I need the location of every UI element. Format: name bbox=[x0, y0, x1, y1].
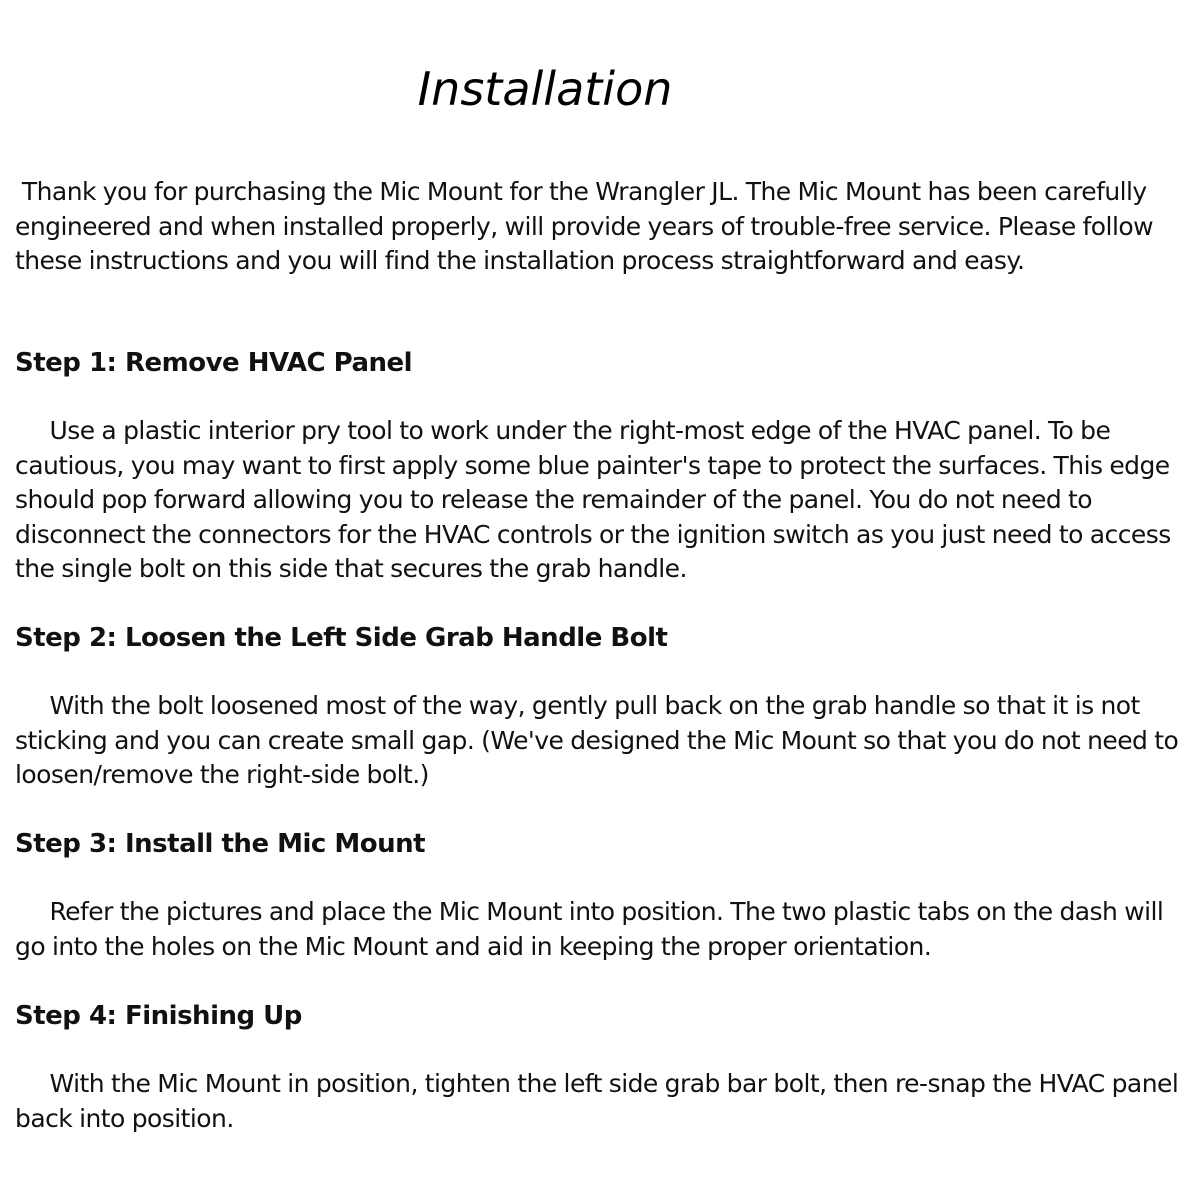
step-4-body: With the Mic Mount in position, tighten the left side grab bar bolt, then re-snap the HVAC panel back into position. bbox=[15, 1069, 1186, 1133]
step-3-heading: Step 3: Install the Mic Mount bbox=[15, 829, 426, 859]
document-title: Installation bbox=[417, 62, 673, 116]
step-1-heading: Step 1: Remove HVAC Panel bbox=[15, 348, 413, 378]
step-2-heading: Step 2: Loosen the Left Side Grab Handle Bolt bbox=[15, 623, 668, 653]
step-3-body: Refer the pictures and place the Mic Mount into position. The two plastic tabs on the dash will go into the holes on the Mic Mount and aid in keeping the proper orientation. bbox=[15, 897, 1171, 961]
step-4-heading: Step 4: Finishing Up bbox=[15, 1001, 302, 1031]
intro-paragraph: Thank you for purchasing the Mic Mount for the Wrangler JL. The Mic Mount has been carefully engineered and when installed properly, will provide years of trouble-free service. Please follow these instructions and you will find the installation process straightforward and easy. bbox=[15, 177, 1160, 275]
step-2-body: With the bolt loosened most of the way, gently pull back on the grab handle so that it is not sticking and you can create small gap. (We've designed the Mic Mount so that you do not need to loosen/remove the right-side bolt.) bbox=[15, 691, 1186, 789]
step-1-body: Use a plastic interior pry tool to work under the right-most edge of the HVAC panel. To be cautious, you may want to first apply some blue painter's tape to protect the surfaces. This edge should pop forward allowing you to release the remainder of the panel. You do not need to disconnect the connectors for the HVAC controls or the ignition switch as you just need to access the single bolt on this side that secures the grab handle. bbox=[15, 416, 1178, 583]
